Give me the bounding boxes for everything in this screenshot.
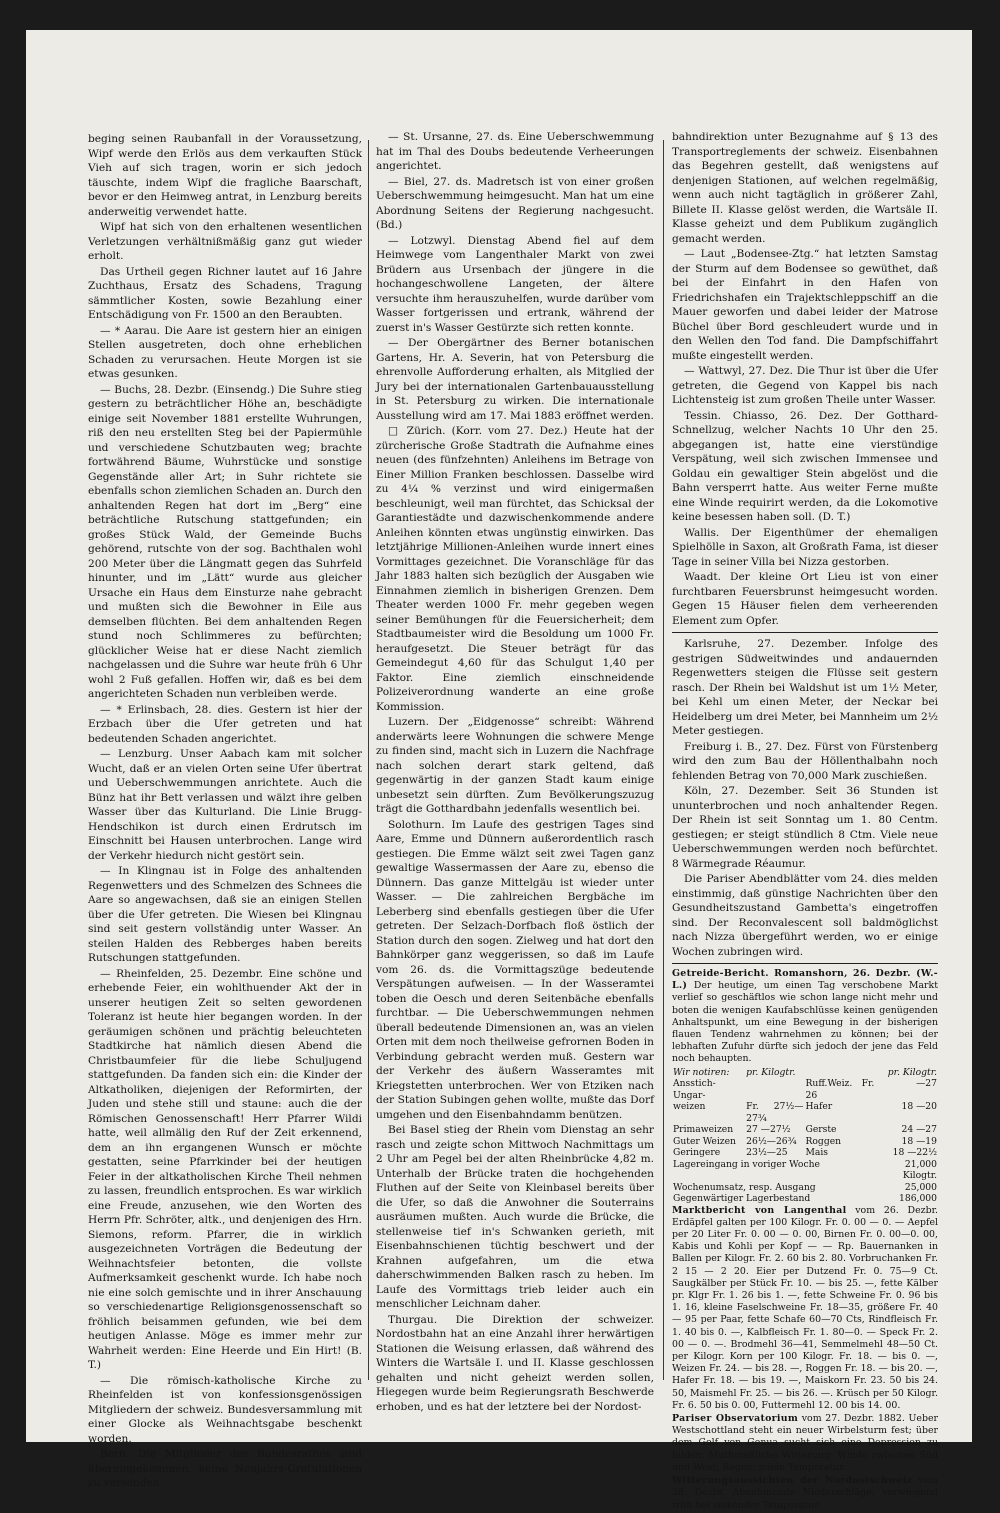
article-paragraph: Köln, 27. Dezember. Seit 36 Stunden ist ununterbrochen und noch anhaltender Regen. Der Rhein ist seit Sonntag um 1. 80 Centm. gestiegen; er steigt stündlich 8 Ctm. Viele neue Ueberschwemmungen werden noch befürchtet. 8 Wärmegrade Réaumur. (672, 785, 938, 870)
grain-report (672, 968, 938, 1512)
article-paragraph: Karlsruhe, 27. Dezember. Infolge des gestrigen Südweitwindes und andauernden Regenwetters steigen die Flüsse seit gestern rasch. Der Rhein bei Waldshut ist um 1½ Meter, bei Kehl um einen Meter, der Neckar bei Heidelberg um drei Meter, bei Mannheim um 2½ Meter gestiegen. (672, 638, 938, 737)
table-row: Ansstich-Ungar- Ruff.Weiz. Fr. 26 —27 (673, 1078, 937, 1101)
article-paragraph: Freiburg i. B., 27. Dez. Fürst von Fürstenberg wird den zum Bau der Höllenthalbahn noch fehlenden Betrag von 70,000 Mark zuschießen. (672, 740, 938, 782)
article-paragraph: — Lotzwyl. Dienstag Abend fiel auf dem Heimwege vom Langenthaler Markt von zwei Brüdern aus Ursenbach der jüngere in die hochangeschwollene Langeten, der ältere versuchte ihm herauszuhelfen, wurde darüber vom Wasser fortgerissen und ertrank, während der zuerst in's Wasser Gestürzte sich retten konnte. (376, 234, 654, 334)
table-row: Wochenumsatz, resp. Ausgang 25,000 (673, 1181, 937, 1193)
weather-outlook-heading: Witterungsaussichten der Nordostschweiz (672, 1475, 913, 1487)
table-row: Gegenwärtiger Lagerbestand 186,000 (673, 1193, 937, 1205)
article-paragraph: — St. Ursanne, 27. ds. Eine Ueberschwemmung hat im Thal des Doubs bedeutende Verheerungen angerichtet. (376, 131, 654, 172)
article-paragraph: — Rheinfelden, 25. Dezembr. Eine schöne und erhebende Feier, ein wohlthuender Akt der in unserer heutigen Zeit so selten gewordenen Toleranz ist heute hier begangen worden. In der geräumigen schönen und prächtig beleuchteten Stadtkirche hat nämlich diesen Abend die Christbaumfeier für die liebe Schuljugend stattgefunden. Da fanden sich ein: die Kinder der Altkatholiken, diejenigen der Reformirten, der Juden und stehe still und staune: auch die der Römischen Genossenschaft! Herr Pfarrer Wildi hatte, weil allmälig den Ruf der Zeit erkennend, dem an ihn ergangenen Wunsch er möchte gestatten, seine Pfarrkinder bei der heutigen Feier in der altkatholischen Kirche Theil nehmen zu lassen, freundlich entsprochen. Es war wirklich eine Freude, anzusehen, wie den Worten des Herrn Pfr. Schröter, altk., und denjenigen des Hrn. Siemons, reform. Pfarrer, die in wirklich ausgezeichneten Vorträgen die Bedeutung der Weihnachtsfeier betonten, die vollste Aufmerksamkeit geschenkt wurde. Ich habe noch nie eine solch gemischte und in ihrer Anschauung so verschiedenartige Religionsgenossenschaft so fröhlich beisammen gefunden, wie bei dem heutigen Anlasse. Möge es immer mehr zur Wahrheit werden: Eine Heerde und Ein Hirt! (B. T.) (88, 967, 362, 1371)
table-header-row: Wir notiren: pr. Kilogtr. pr. Kilogtr. (673, 1066, 937, 1078)
article-paragraph: Waadt. Der kleine Ort Lieu ist von einer furchtbaren Feuersbrunst heimgesucht worden. Gegen 15 Häuser fielen dem verheerenden Element zum Opfer. (672, 571, 938, 627)
article-paragraph: Bei Basel stieg der Rhein vom Dienstag an sehr rasch und zeigte schon Mittwoch Nachmittags um 2 Uhr am Pegel bei der alten Rheinbrücke 4,82 m. Unterhalb der Brücke traten die hochgehenden Fluthen auf der Seite von Kleinbasel bereits über die Ufer, so daß die Anwohner die Souterrains ausräumen mußten. Auch wurde die Brücke, die stellenweise tief in's Schwanken gerieth, mit Eisenbahnschienen tüchtig beschwert und der Krahnen aufgefahren, um die etwa daherschwimmenden Balken rasch zu heben. Im Laufe des Vormittags trieb leider auch ein menschlicher Leichnam daher. (376, 1124, 654, 1310)
article-paragraph: □ Zürich. (Korr. vom 27. Dez.) Heute hat der zürcherische Große Stadtrath die Aufnahme eines neuen (des fünfzehnten) Anleihens im Betrage von Einer Million Franken beschlossen. Dasselbe wird zu 4¼ % verzinst und wird einigermaßen beschleunigt, weil man fürchtet, das Schicksal der Garantiestädte und dazwischenkommende andere Anleihen könnten etwas ungünstig einwirken. Das letztjährige Millionen-Anleihen wurde innert eines Vormittages gezeichnet. Die Voranschläge für das Jahr 1883 halten sich bezüglich der Ausgaben wie Einnahmen ziemlich in bisherigen Grenzen. Dem Theater werden 1000 Fr. mehr gegeben wegen seiner Bemühungen für die Feuersicherheit; dem Stadtbaumeister wird die Besoldung um 1000 Fr. heraufgesetzt. Die Steuer beträgt für das Gemeindegut 4,60 für das Schulgut 1,40 per Faktor. Eine ziemlich einschneidende Polizeiverordnung wanderte an eine große Kommission. (376, 425, 654, 713)
grain-report-heading: Getreide-Bericht. Romanshorn, 26. Dezbr. (W.-L.) (672, 968, 938, 992)
market-report-heading: Marktbericht von Langenthal (672, 1204, 847, 1216)
article-paragraph: — Die römisch-katholische Kirche zu Rheinfelden ist von konfessionsgenössigen Mitgliedern der schweiz. Bundesversammlung mit einer Glocke als Weihnachtsgabe beschenkt worden. (88, 1374, 362, 1445)
article-paragraph: — Biel, 27. ds. Madretsch ist von einer großen Ueberschwemmung heimgesucht. Man hat um eine Abordnung Seitens der Regierung nachgesucht. (Bd.) (376, 175, 654, 231)
article-paragraph: beging seinen Raubanfall in der Voraussetzung, Wipf werde den Erlös aus dem verkauften Stück Vieh auf sich tragen, worin er sich jedoch täuschte, indem Wipf die fragliche Baarschaft, bevor er den Heimweg antrat, in Lenzburg bereits anderweitig verwendet hatte. (88, 133, 362, 218)
article-paragraph: — Wattwyl, 27. Dez. Die Thur ist über die Ufer getreten, die Gegend von Kappel bis nach Lichtensteig ist zum großen Theile unter Wasser. (672, 365, 938, 406)
section-divider (672, 963, 938, 964)
newspaper-page (26, 30, 972, 1511)
observatory-heading: Pariser Observatorium (672, 1413, 799, 1425)
column-3 (672, 130, 938, 1513)
column-rule-2 (663, 140, 664, 1380)
article-paragraph: — Laut „Bodensee-Ztg.“ hat letzten Samstag der Sturm auf dem Bodensee so gewüthet, daß bei der Einfahrt in den Hafen von Friedrichshafen ein Trajektschleppschiff an die Mauer geworfen und dabei leider der Matrose Büchel über Bord geschleudert wurde und in den Wellen den Tod fand. Die Dampfschiffahrt mußte eingestellt werden. (672, 248, 938, 362)
article-paragraph: — * Aarau. Die Aare ist gestern hier an einigen Stellen ausgetreten, doch ohne erheblichen Schaden zu verursachen. Heute Morgen ist sie etwas gesunken. (88, 324, 362, 380)
column-2 (376, 130, 654, 1415)
column-1 (88, 132, 362, 1492)
article-paragraph: — Buchs, 28. Dezbr. (Einsendg.) Die Suhre stieg gestern zu beträchtlicher Höhe an, beschädigte einige seit November 1881 erstellte Wuhrungen, riß den neu erstellten Steg bei der Papiermühle und verschiedene Schutzbauten weg; brachte fortwährend Bäume, Wuhrstücke und sonstige Gegenstände aller Art; in Suhr richtete sie ebenfalls schon ziemlichen Schaden an. Durch den anhaltenden Regen hat dort im „Berg“ eine beträchtliche Rutschung stattgefunden; ein großes Stück Wald, der Gemeinde Buchs gehörend, rutschte von der sog. Bachthalen wohl 200 Meter über die Längmatt gegen das Suhrfeld hinunter, und im „Lätt“ wurde aus gleicher Ursache ein Haus dem Einsturze nahe gebracht und mußten sich die Bewohner in Eile aus demselben flüchten. Bei dem anhaltenden Regen stund noch Schlimmeres zu befürchten; glücklicher Weise hat er diese Nacht ziemlich nachgelassen und die Suhre war heute früh 6 Uhr wohl 2 Fuß gefallen. Hoffen wir, daß es bei dem angerichteten Schaden nun verbleiben werde. (88, 383, 362, 700)
table-row: Guter Weizen 26½—26¾ Roggen 18 —19 (673, 1135, 937, 1147)
article-paragraph: Solothurn. Im Laufe des gestrigen Tages sind Aare, Emme und Dünnern außerordentlich rasch gestiegen. Die Emme wälzt seit zwei Tagen ganz gewaltige Wassermassen der Aare zu, ebenso die Dünnern. Das ganze Mittelgäu ist wieder unter Wasser. — Die zahlreichen Bergbäche im Leberberg sind ebenfalls gestiegen über die Ufer getreten. Der Selzach-Dorfbach floß östlich der Station durch den sogen. Zielweg und hat dort den Bahnkörper ganz weggerissen, so daß im Laufe vom 26. ds. die Vormittagszüge bedeutende Verspätungen aufweisen. — In der Wasseramtei toben die Oesch und deren Seitenbäche ebenfalls furchtbar. — Die Ueberschwemmungen nehmen überall bedeutende Dimensionen an, was an vielen Orten mit dem noch theilweise gefrornen Boden in Verbindung gebracht werden muß. Gestern war der Verkehr des äußern Wasseramtes mit Kriegstetten unterbrochen. Wer von Etziken nach der Station Subingen gehen wollte, mußte das Dorf umgehen und den Eisenbahndamm benützen. (376, 818, 654, 1121)
table-row: Primaweizen 27 —27½ Gerste 24 —27 (673, 1124, 937, 1136)
column-rule-1 (368, 140, 369, 1380)
article-paragraph: — Der Obergärtner des Berner botanischen Gartens, Hr. A. Severin, hat von Petersburg die ehrenvolle Aufforderung erhalten, als Mitglied der Jury bei der internationalen Gartenbauausstellung in St. Petersburg zu wirken. Die internationale Ausstellung wird am 17. Mai 1883 eröffnet werden. (376, 337, 654, 422)
table-row: Lagereingang in voriger Woche 21,000 Kilogtr. (673, 1158, 937, 1182)
article-paragraph: Thurgau. Die Direktion der schweizer. Nordostbahn hat an eine Anzahl ihrer herwärtigen Stationen die Weisung erlassen, daß während des Winters die Wartsäle I. und II. Klasse geschlossen gehalten und nicht geheizt werden sollen, Hiegegen wurde beim Regierungsrath Beschwerde erhoben, und es hat der letztere bei der Nordost- (376, 1313, 654, 1413)
article-paragraph: — Lenzburg. Unser Aabach kam mit solcher Wucht, daß er an vielen Orten seine Ufer übertrat und Ueberschwemmungen anrichtete. Auch die Bünz hat ihr Bett verlassen und wälzt ihre gelben Wasser über das Kulturland. Die Linie Brugg-Hendschikon ist durch einen Erdrutsch im Einschnitt bei Hausen unterbrochen. Lange wird der Verkehr hiedurch nicht gestört sein. (88, 748, 362, 862)
article-paragraph: — In Klingnau ist in Folge des anhaltenden Regenwetters und des Schmelzen des Schnees die Aare so angewachsen, daß sie an einigen Stellen über die Ufer getreten. Die Wiesen bei Klingnau sind seit gestern vollständig unter Wasser. An steilen Halden des Rebberges haben bereits Rutschungen stattgefunden. (88, 865, 362, 964)
article-paragraph: — * Erlinsbach, 28. dies. Gestern ist hier der Erzbach über die Ufer getreten und hat bedeutenden Schaden angerichtet. (88, 703, 362, 745)
weather-outlook-text: vom 28. Dezbr. Abnehmende Niederschläge; vorwiegend trüb bei sinkender Temperatur. (672, 1475, 939, 1511)
article-paragraph: Das Urtheil gegen Richner lautet auf 16 Jahre Zuchthaus, Ersatz des Schadens, Tragung sämmtlicher Kosten, sowie Bezahlung einer Entschädigung von Fr. 1500 an den Beraubten. (88, 265, 362, 321)
section-divider (672, 632, 938, 633)
table-row: Geringere 23½—25 Mais 18 —22½ (673, 1147, 937, 1159)
article-paragraph: Bern. Die Mitglieder des Bundesrathes sind übereingekommen, keine Neujahrs-Gratulationen zu versenden. (88, 1448, 362, 1489)
article-paragraph: Wipf hat sich von den erhaltenen wesentlichen Verletzungen verhältnißmäßig ganz gut wieder erholt. (88, 221, 362, 262)
article-paragraph: Die Pariser Abendblätter vom 24. dies melden einstimmig, daß günstige Nachrichten über den Gesundheitszustand Gambetta's eingetroffen sind. Der Reconvalescent soll baldmöglichst nach Nizza übergeführt werden, wo er einige Wochen zubringen wird. (672, 873, 938, 958)
article-paragraph: Tessin. Chiasso, 26. Dez. Der Gotthard-Schnellzug, welcher Nachts 10 Uhr den 25. abgegangen ist, hatte eine vierstündige Verspätung, weil sich zwischen Immensee und Goldau ein gewaltiger Stein abgelöst und die Bahn versperrt hatte. Aus weiter Ferne mußte eine Winde requirirt werden, da die Lokomotive keine besessen haben soll. (D. T.) (672, 409, 938, 523)
grain-price-table (672, 1067, 938, 1205)
article-paragraph: bahndirektion unter Bezugnahme auf § 13 des Transportreglements der schweiz. Eisenbahnen das Begehren gestellt, daß wenigstens auf denjenigen Stationen, auf welchen regelmäßig, wenn auch nicht tagtäglich in größerer Zahl, Billete II. Klasse gelöst werden, die Wartsäle II. Klasse geheizt und dem Publikum zugänglich gemacht werden. (672, 131, 938, 245)
table-row: weizen Fr. 27½—27¾ Hafer 18 —20 (673, 1101, 937, 1124)
market-report-text: vom 26. Dezbr. Erdäpfel galten per 100 Kilogr. Fr. 0. 00 — 0. — Aepfel per 20 Liter Fr. 0. 00 — 0. 00, Birnen Fr. 0. 00—0. 00, Kabis und Kohli per Kopf — — Rp. Bauernanken in Ballen per Kilogr. Fr. 2. 60 bis 2. 80. Vorbruchanken Fr. 2 15 — 2 20. Eier per Dutzend Fr. 0. 75—9 Ct. Saugkälber per Stück Fr. 10. — bis 25. —, fette Kälber pr. Klgr Fr. 1. 26 bis 1. —, fette Schweine Fr. 0. 96 bis 1. 16, kleine Faselschweine Fr. 18—35, größere Fr. 40 — 95 per Paar, fette Schafe 60—70 Cts, Rindfleisch Fr. 1. 40 bis 0. —, Kalbfleisch Fr. 1. 80—0. — Speck Fr. 2. 00 — 0. —. Brodmehl 36—41, Semmelmehl 48—50 Ct. per Kilogr. Korn per 100 Kilogr. Fr. 18. — bis 0. —, Weizen Fr. 24. — bis 28. —, Roggen Fr. 18. — bis 20. —, Hafer Fr. 18. — bis 19. —, Maiskorn Fr. 23. 50 bis 24. 50, Maismehl Fr. 25. — bis 26. —. Krüsch per 50 Kilogr. Fr. 6. 50 bis 0. 00, Futtermehl 12. 00 bis 14. 00. (672, 1204, 938, 1411)
grain-report-text: Der heutige, um einen Tag verschobene Markt verlief so geschäftlos wie schon lange nicht mehr und boten die wenigen Kaufabschlüsse keinen genügenden Anhaltspunkt, um eine Bewegung in der bisherigen flauen Tendenz wahrnehmen zu können; bei der lebhaften Zufuhr dürfte sich jedoch der jene das Feld noch behaupten. (672, 980, 938, 1065)
article-paragraph: Luzern. Der „Eidgenosse“ schreibt: Während anderwärts leere Wohnungen die schwere Menge zu finden sind, macht sich in Luzern die Nachfrage nach solchen derart stark geltend, daß gegenwärtig in der ganzen Stadt kaum einige unbesetzt sein dürften. Zum Bevölkerungszuzug trägt die Gotthardbahn jedenfalls wesentlich bei. (376, 716, 654, 815)
observatory-text: vom 27. Dezbr. 1882. Ueber Westschottland steht ein neuer Wirbelsturm fest; über dem Golf von Genua sucht sich eine Depression zu bilden. Muthmaßliche Witterung: Winde zwischen Süd und West; Regen; milde Temperatur. (672, 1413, 938, 1473)
article-paragraph: Wallis. Der Eigenthümer der ehemaligen Spielhölle in Saxon, alt Großrath Fama, ist dieser Tage in seiner Villa bei Nizza gestorben. (672, 526, 938, 568)
